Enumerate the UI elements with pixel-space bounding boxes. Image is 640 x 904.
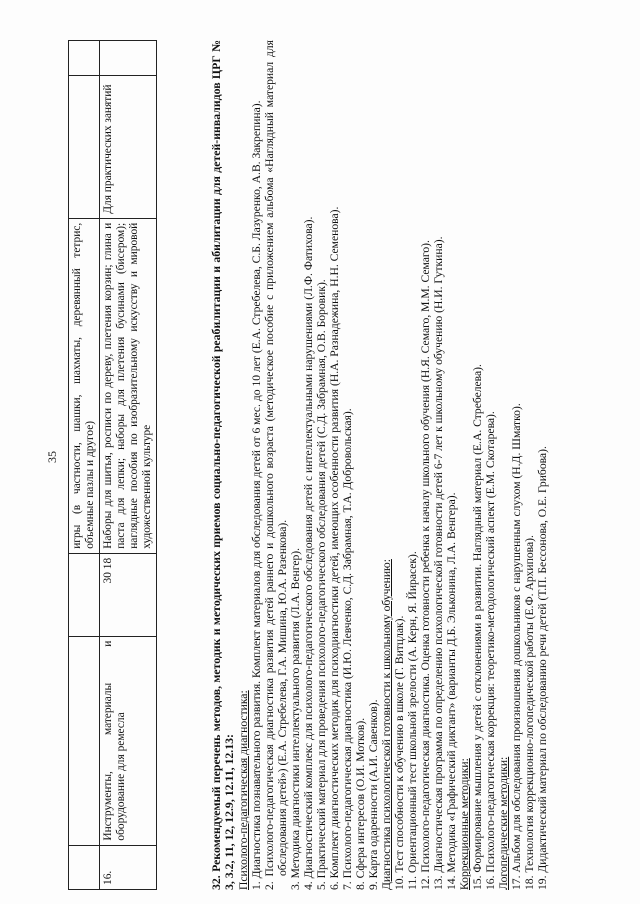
table-row-continued: [69, 41, 100, 890]
group-list: [510, 40, 549, 890]
group-heading: Логопедические методики:: [497, 756, 510, 890]
cell-empty: [69, 636, 100, 845]
cell-desc: Наборы для шитья, росписи по дереву, плетения корзин; глина и паста для лепки; наборы для плетения бусинами (бисером); наглядные пособия по изобразительному искусству и мировой художественной культуре: [100, 218, 157, 553]
cell-empty: [69, 553, 100, 636]
list-item: 8. Сфера интересов (О.И. Мотков).: [354, 717, 367, 890]
group-list: [250, 40, 380, 890]
list-item: 16. Психолого-педагогическая коррекция: теоретико-методологический аспект (Е.М. Скотарева).: [484, 411, 497, 890]
cell-empty: [69, 41, 100, 76]
methods-section: [210, 40, 549, 890]
page-number: 35: [45, 451, 59, 463]
list-item: 6. Комплект диагностических методик для психодиагностики детей, имеющих особенности развития (Н.А. Разнадежина, Н.Н. Семенова).: [328, 206, 341, 890]
section-title: 32. Рекомендуемый перечень методов, методик и методических приемов социально-педагогической реабилитации и абилитации для детей-инвалидов ЦРГ № 3, 3.2, 11, 12, 12.9, 12.11, 12.13:: [209, 40, 236, 890]
list-item: 17. Альбом для обследования произношения дошкольников с нарушенным слухом (Н.Д. Шматко).: [510, 403, 523, 890]
list-item: 18. Технология коррекционно-логопедической работы (Е.Ф. Архипова).: [523, 535, 536, 890]
list-item: 11. Ориентационный тест школьной зрелости (А. Керн, Я. Йирасек).: [406, 551, 419, 890]
list-item: 13. Диагностическая программа по определению психологической готовности детей 6-7 лет к школьному обучению (Н.И. Гуткина).: [432, 236, 445, 890]
cell-empty: [69, 75, 100, 218]
list-item: 2. Психолого-педагогическая диагностика развития детей раннего и дошкольного возраста (методическое пособие с приложением альбома «Наглядный материал для обследования детей») (Е.А. Стребелева, Г.А. Мишина, Ю.А. Разенкова).: [263, 40, 289, 890]
list-item: 19. Дидактический материал по обследованию речи детей (Т.П. Бессонова, О.Е. Грибова).: [536, 446, 549, 890]
list-item: 12. Психолого-педагогическая диагностика. Оценка готовности ребенка к началу школьного обучения (Н.Я. Семаго, М.М. Семаго).: [419, 240, 432, 890]
cell-name: Инструменты, материалы и оборудование для ремесла: [100, 636, 157, 845]
group-heading: Диагностика психологической готовности к школьному обучению:: [380, 559, 393, 890]
group-list: [393, 40, 458, 890]
cell-qty: 30 18: [100, 553, 157, 636]
inventory-table: [68, 40, 157, 890]
group-heading: Коррекционные методики:: [458, 758, 471, 890]
cell-empty: [69, 845, 100, 889]
group-list: [471, 40, 497, 890]
list-item: 7. Психолого-педагогическая диагностика (И.Ю. Левченко, С.Д. Забрамная, Т.А. Добровольская).: [341, 408, 354, 890]
cell-continued-desc: игры (в частности, шашки, шахматы, деревянный тетрис, объемные пазлы и другое): [69, 218, 100, 553]
cell-purpose: Для практических занятий: [100, 75, 157, 218]
list-item: 3. Методика диагностики интеллектуального развития (Л.А. Венгер).: [289, 547, 302, 890]
cell-num: 16.: [100, 845, 157, 889]
list-item: 10. Тест способности к обучению в школе (Г. Витцлак).: [393, 615, 406, 890]
rotated-content: [40, 40, 600, 890]
list-item: 1. Диагностика познавательного развития. Комплект материалов для обследования детей от 6 мес. до 10 лет (Е.А. Стребелева, С.Б. Лазуренко, А.В. Закрепина).: [250, 100, 263, 890]
list-item: 15. Формирование мышления у детей с отклонениями в развитии. Наглядный материал (Е.А. Стребелева).: [471, 364, 484, 890]
list-item: 9. Карта одаренности (А.И. Савенков).: [367, 699, 380, 890]
cell-empty: [100, 41, 157, 76]
list-item: 14. Методика «Графический диктант» (варианты Д.Б. Эльконина, Л.А. Венгера).: [445, 492, 458, 890]
list-item: 5. Практический материал для проведения психолого-педагогического обследования детей (С.Д. Забрамная, О.В. Боровик).: [315, 279, 328, 890]
list-item: 4. Диагностический комплекс для психолого-педагогического обследования детей с интеллектуальными нарушениями (Л.Ф. Фатихова).: [302, 216, 315, 890]
group-heading: Психолого-педагогическая диагностика:: [237, 690, 250, 890]
table-row: [100, 41, 157, 890]
